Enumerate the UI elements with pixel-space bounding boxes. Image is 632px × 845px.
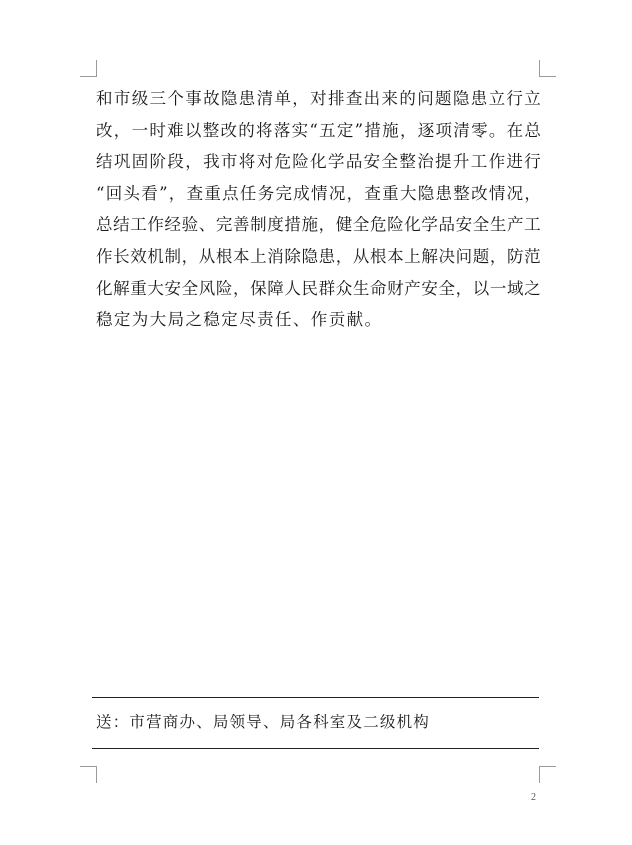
body-line: “ 回 头 看 ” ， 查 重 点 任 务 完 成 情 况 ， 查 重 大 隐 患 整 改 情 况 ， [96, 183, 541, 203]
crop-mark-top-left [80, 60, 97, 77]
body-line: 作 长 效 机 制 ， 从 根 本 上 消 除 隐 患 ， 从 根 本 上 解 决 问 题 ， 防 范 [96, 246, 541, 266]
body-line: 稳定为大局之稳定尽责任、作贡献。 [96, 310, 383, 330]
crop-mark-bottom-right [539, 766, 556, 783]
page-number: 2 [531, 792, 536, 803]
distribution-top-rule [92, 697, 539, 698]
body-line: 改 ， 一 时 难 以 整 改 的 将 落 实 “ 五 定 ” 措 施 ， 逐 项 清 零 。 在 总 [96, 120, 541, 140]
distribution-list: 送：市营商办、局领导、局各科室及二级机构 [96, 713, 431, 731]
crop-mark-top-right [539, 60, 556, 77]
body-line: 化 解 重 大 安 全 风 险 ， 保 障 人 民 群 众 生 命 财 产 安 全 ， 以 一 域 之 [96, 278, 541, 298]
body-line: 和 市 级 三 个 事 故 隐 患 清 单 ， 对 排 查 出 来 的 问 题 隐 患 立 行 立 [96, 89, 541, 108]
crop-mark-bottom-left [80, 766, 97, 783]
body-paragraph [96, 83, 541, 336]
body-line: 总 结 工 作 经 验 、 完 善 制 度 措 施 ， 健 全 危 险 化 学 品 安 全 生 产 工 [96, 215, 541, 235]
body-line: 结 巩 固 阶 段 ， 我 市 将 对 危 险 化 学 品 安 全 整 治 提 升 工 作 进 行 [96, 152, 541, 172]
distribution-bottom-rule [92, 748, 539, 749]
